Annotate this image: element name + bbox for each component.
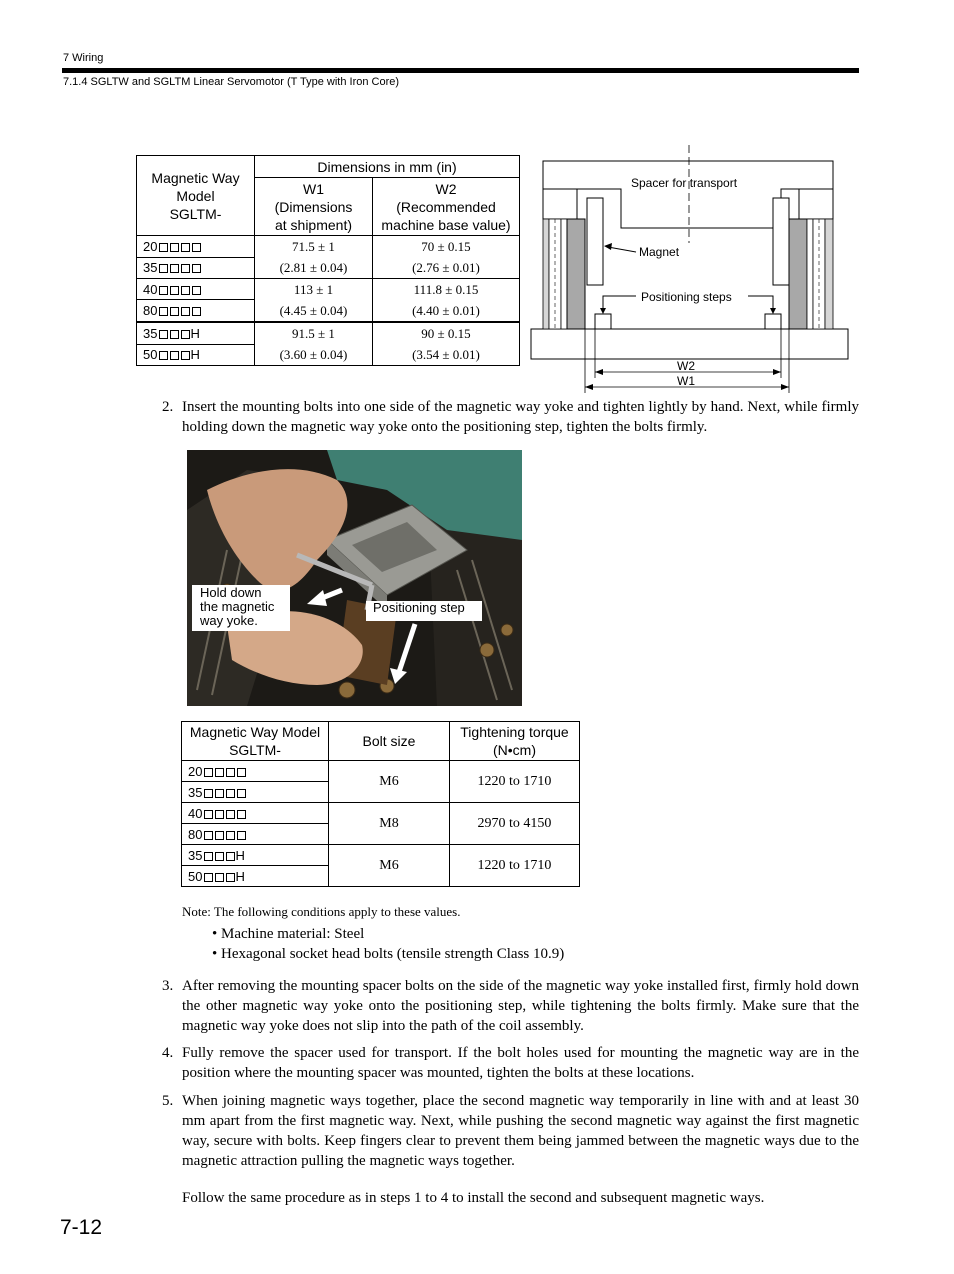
torque-value: 2970 to 4150 [450, 803, 580, 845]
w1-value: 91.5 ± 1 (3.60 ± 0.04) [255, 322, 373, 366]
magnetic-way-diagram [528, 143, 852, 393]
table-row [182, 803, 580, 824]
table-row [182, 845, 580, 866]
header-model: Magnetic Way Model SGLTM- [182, 722, 329, 761]
note-bullet: • Hexagonal socket head bolts (tensile strength Class 10.9) [212, 946, 565, 962]
table-row [137, 236, 520, 258]
table-row [137, 279, 520, 300]
table-row [182, 761, 580, 782]
w1-value: 113 ± 1 (4.45 ± 0.04) [255, 279, 373, 323]
chapter-title: 7 Wiring [63, 52, 104, 64]
torque-value: 1220 to 1710 [450, 845, 580, 887]
model-cell: 50 H [137, 344, 255, 366]
bolt-size-value: M6 [329, 761, 450, 803]
section-title: 7.1.4 SGLTW and SGLTM Linear Servomotor (T Type with Iron Core) [63, 76, 400, 88]
model-cell: 35 H [182, 845, 329, 866]
model-cell: 50 H [182, 866, 329, 887]
step-5: 5. When joining magnetic ways together, place the second magnetic way temporarily in line with and at least 30 mm apart from the first magnetic way. Next, while pushing the second magnetic way against the first magnetic way, secure with bolts. Keep fingers clear to prevent them being jammed between the magnetic ways due to the magnetic attraction pulling the magnetic ways together. [162, 1093, 859, 1169]
bolt-table [181, 721, 580, 887]
w2-value: 70 ± 0.15 (2.76 ± 0.01) [373, 236, 520, 279]
model-cell: 20 [137, 236, 255, 258]
header-bolt-size: Bolt size [329, 722, 450, 761]
model-cell: 35 [137, 257, 255, 279]
header-model: Magnetic Way Model SGLTM- [137, 156, 255, 236]
table-note: Note: The following conditions apply to these values. [182, 904, 461, 919]
step-3: 3. After removing the mounting spacer bolts on the side of the magnetic way yoke installed first, firmly hold down the other magnetic way yoke onto the positioning step, while tightening the bolts firmly. Make sure that the magnetic way yoke does not slip into the path of the coil assembly. [162, 978, 859, 1034]
positioning-step-label: Positioning step [373, 600, 465, 615]
w1-value: 71.5 ± 1 (2.81 ± 0.04) [255, 236, 373, 279]
positioning-steps-label: Positioning steps [641, 290, 732, 304]
model-cell: 35 [182, 782, 329, 803]
bolt-size-value: M6 [329, 845, 450, 887]
model-cell: 20 [182, 761, 329, 782]
torque-value: 1220 to 1710 [450, 761, 580, 803]
model-cell: 40 [137, 279, 255, 300]
magnet-label: Magnet [639, 245, 680, 259]
model-cell: 35 H [137, 322, 255, 344]
note-bullet: • Machine material: Steel [212, 926, 365, 942]
page-number: 7-12 [60, 1216, 103, 1239]
w1-dimension-label: W1 [677, 374, 695, 388]
spacer-label: Spacer for transport [631, 176, 738, 190]
header-w1: W1 (Dimensions at shipment) [255, 178, 373, 236]
follow-procedure-text: Follow the same procedure as in steps 1 to 4 to install the second and subsequent magnetic ways. [182, 1190, 765, 1206]
step-2: 2. Insert the mounting bolts into one side of the magnetic way yoke and tighten lightly by hand. Next, while firmly holding down the magnetic way yoke onto the positioning step, tighten the bolts firmly. [162, 399, 859, 435]
model-cell: 80 [182, 824, 329, 845]
model-cell: 80 [137, 300, 255, 322]
bolt-size-value: M8 [329, 803, 450, 845]
dimension-table [136, 155, 520, 366]
hold-down-label-line3: way yoke. [200, 613, 258, 628]
w2-value: 111.8 ± 0.15 (4.40 ± 0.01) [373, 279, 520, 323]
header-w2: W2 (Recommended machine base value) [373, 178, 520, 236]
header-dimensions: Dimensions in mm (in) [255, 156, 520, 178]
w2-dimension-label: W2 [677, 359, 695, 373]
w2-value: 90 ± 0.15 (3.54 ± 0.01) [373, 322, 520, 366]
header-rule [62, 68, 859, 73]
installation-photo [187, 450, 522, 706]
step-4: 4. Fully remove the spacer used for transport. If the bolt holes used for mounting the magnetic way are in the position where the mounting spacer was mounted, tighten the bolts at these locations. [162, 1045, 859, 1081]
model-cell: 40 [182, 803, 329, 824]
hold-down-label-line2: the magnetic [200, 599, 275, 614]
header-torque: Tightening torque (N•cm) [450, 722, 580, 761]
table-row [137, 322, 520, 344]
hold-down-label-line1: Hold down [200, 585, 262, 600]
